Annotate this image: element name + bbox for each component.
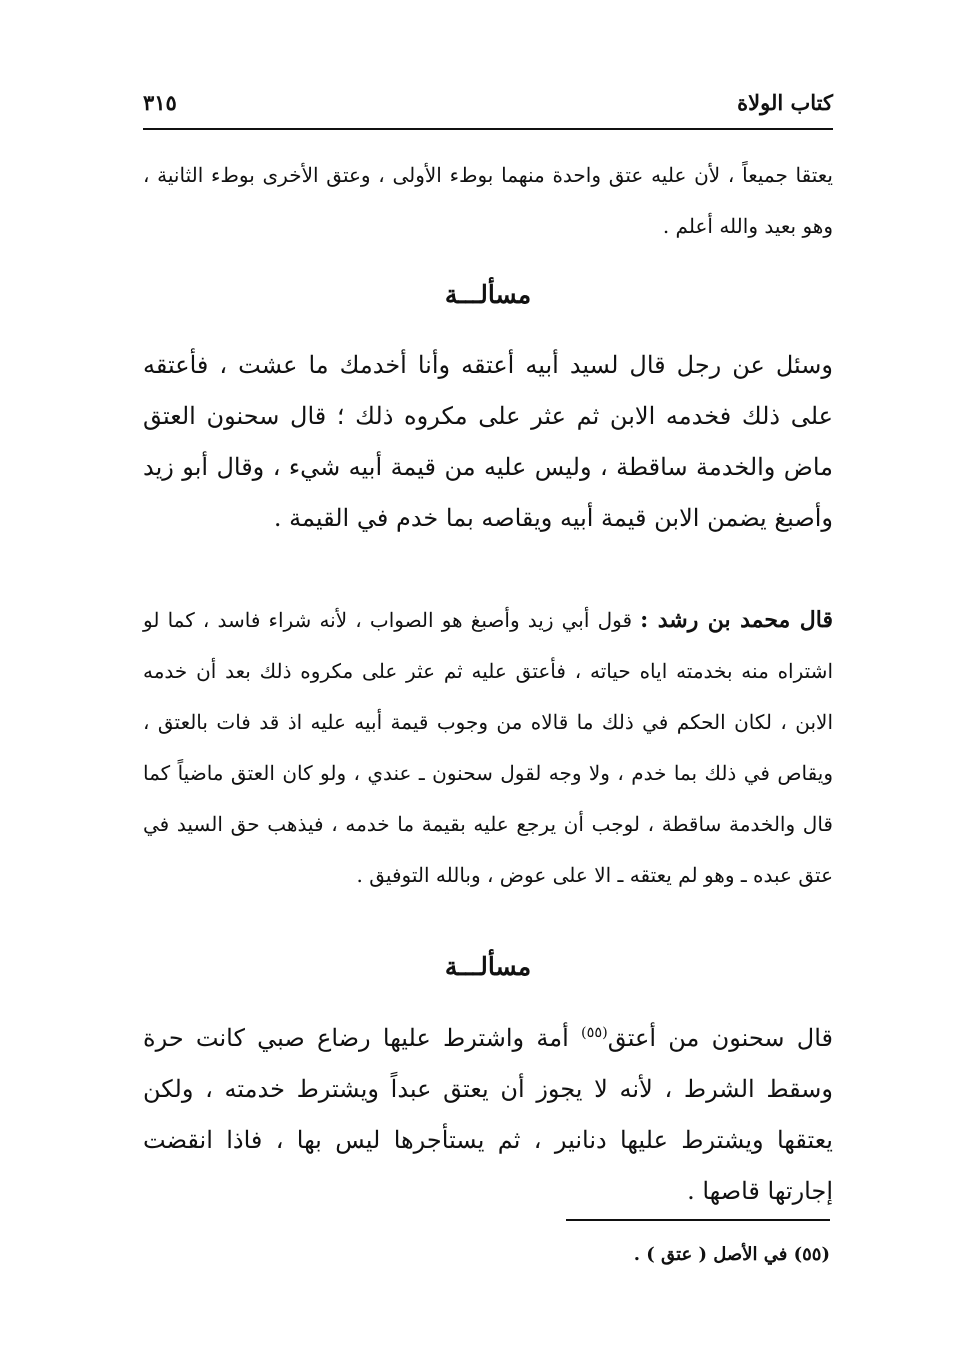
page-header bbox=[143, 88, 833, 122]
footnote-marker: (٥٥) bbox=[581, 1025, 608, 1041]
paragraph-question-1: وسئل عن رجل قال لسيد أبيه أعتقه وأنا أخدمك ما عشت ، فأعتقه على ذلك فخدمه الابن ثم عثر على مكروه ذلك ؛ قال سحنون العتق ماض والخدمة ساقطة ، وليس عليه من قيمة أبيه شيء ، وقال أبو زيد وأصبغ يضمن الابن قيمة أبيه ويقاصه بما خدم في القيمة . bbox=[143, 351, 833, 532]
section-heading-1: مسألـــة bbox=[444, 280, 532, 309]
header-rule bbox=[143, 128, 833, 130]
running-title: كتاب الولاة bbox=[737, 90, 833, 115]
question-2-part-a: قال سحنون من أعتق bbox=[607, 1024, 833, 1052]
page-number: ٣١٥ bbox=[143, 90, 177, 115]
footnote: (٥٥) في الأصل ( عتق ) . bbox=[633, 1244, 830, 1265]
commentary-lead: قال محمد بن رشد : bbox=[640, 607, 833, 633]
paragraph-question-2 bbox=[143, 1008, 833, 1217]
section-heading-2: مسألـــة bbox=[444, 952, 532, 981]
commentary-body: قول أبي زيد وأصبغ هو الصواب ، لأنه شراء فاسد ، كما لو اشتراه منه بخدمته اياه حياته ، فأعتق عليه ثم عثر على مكروه ذلك بعد أن خدمه الابن ، لكان الحكم في ذلك ما قالاه من وجوب قيمة أبيه عليه اذ قد فات بالعتق ، ويقاص في ذلك بما خدم ، ولا وجه لقول سحنون ـ عندي ، ولو كان العتق ماضياً كما قال والخدمة ساقطة ، لوجب أن يرجع عليه بقيمة ما خدمه ، فيذهب حق السيد في عتق عبده ـ وهو لم يعتقه ـ الا على عوض ، وبالله التوفيق . bbox=[143, 608, 833, 887]
question-2-part-b: أمة واشترط عليها رضاع صبي كانت حرة وسقط الشرط ، لأنه لا يجوز أن يعتق عبداً ويشترط خدمته ، ولكن يعتقها ويشترط عليها دنانير ، ثم يستأجرها ليس بها ، فاذا انقضت إجارتها قاصها . bbox=[143, 1024, 833, 1205]
paragraph-commentary bbox=[143, 595, 833, 901]
footnote-rule bbox=[566, 1219, 830, 1221]
paragraph-continuation: يعتقا جميعاً ، لأن عليه عتق واحدة منهما بوطء الأولى ، وعتق الأخرى بوطء الثانية ، وهو بعيد والله أعلم . bbox=[143, 163, 833, 238]
